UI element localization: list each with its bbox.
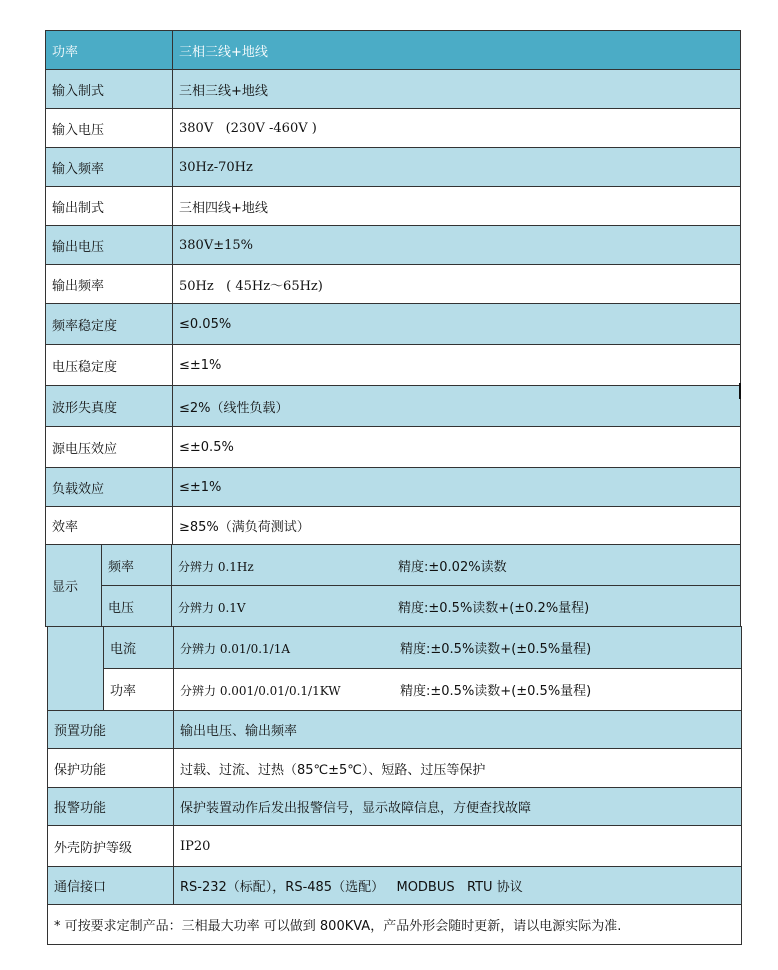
display-accuracy: 精度:±0.5%读数+(±0.5%量程)	[400, 684, 592, 699]
row-value: ≤0.05%	[173, 304, 741, 345]
row-label: 输入制式	[46, 70, 173, 109]
table-row	[48, 826, 742, 867]
row-value: 30Hz-70Hz	[173, 148, 741, 187]
header-label: 功率	[46, 31, 173, 70]
table-row	[46, 427, 741, 468]
table-row	[46, 187, 741, 226]
spec-table-bottom	[47, 626, 742, 945]
row-value: ≤±1%	[173, 345, 741, 386]
row-value: 50Hz ( 45Hz～65Hz)	[173, 265, 741, 304]
row-label: 效率	[46, 507, 173, 545]
row-label: 保护功能	[48, 749, 174, 788]
row-value: IP20	[174, 826, 742, 867]
display-item-spec	[174, 627, 742, 669]
display-item-name: 电流	[104, 627, 174, 669]
row-label: 电压稳定度	[46, 345, 173, 386]
row-label: 预置功能	[48, 711, 174, 749]
row-value: 三相四线+地线	[173, 187, 741, 226]
row-value: 保护装置动作后发出报警信号，显示故障信息，方便查找故障	[174, 788, 742, 826]
edge-mark	[739, 383, 741, 399]
row-value: ≤2%（线性负载）	[173, 386, 741, 427]
row-label: 频率稳定度	[46, 304, 173, 345]
table-row	[46, 304, 741, 345]
table-row	[46, 386, 741, 427]
table-row	[48, 711, 742, 749]
table-row	[46, 148, 741, 187]
row-value: ≤±1%	[173, 468, 741, 507]
display-item-spec	[172, 545, 741, 586]
display-accuracy: 精度:±0.02%读数	[398, 559, 507, 575]
display-accuracy: 精度:±0.5%读数+(±0.5%量程)	[400, 642, 592, 657]
table-row	[48, 669, 742, 711]
display-item-spec	[174, 669, 742, 711]
footnote: * 可按要求定制产品：三相最大功率 可以做到 800KVA，产品外形会随时更新，请以电源实际为准.	[48, 905, 742, 945]
row-value: ≥85%（满负荷测试）	[173, 507, 741, 545]
row-value: 380V±15%	[173, 226, 741, 265]
row-label: 波形失真度	[46, 386, 173, 427]
row-label: 通信接口	[48, 867, 174, 905]
row-label: 输出制式	[46, 187, 173, 226]
table-row	[46, 586, 741, 627]
row-label: 源电压效应	[46, 427, 173, 468]
display-item-name: 频率	[102, 545, 172, 586]
row-value: 输出电压、输出频率	[174, 711, 742, 749]
display-item-name: 电压	[102, 586, 172, 627]
display-resolution: 分辨力 0.01/0.1/1A	[180, 642, 291, 656]
table-row	[48, 867, 742, 905]
display-accuracy: 精度:±0.5%读数+(±0.2%量程)	[398, 600, 590, 616]
table-row	[46, 345, 741, 386]
row-label: 负载效应	[46, 468, 173, 507]
display-resolution: 分辨力 0.1V	[178, 600, 246, 615]
table-row	[46, 468, 741, 507]
row-label: 外壳防护等级	[48, 826, 174, 867]
header-row	[46, 31, 741, 70]
display-resolution: 分辨力 0.001/0.01/0.1/1KW	[180, 684, 341, 698]
row-value: 三相三线+地线	[173, 70, 741, 109]
table-row	[46, 226, 741, 265]
row-value: 380V (230V -460V )	[173, 109, 741, 148]
note-row	[48, 905, 742, 945]
table-row	[46, 109, 741, 148]
display-table-top	[45, 544, 741, 627]
display-resolution: 分辨力 0.1Hz	[178, 559, 254, 574]
table-row	[46, 265, 741, 304]
row-value: RS-232（标配），RS-485（选配） MODBUS RTU 协议	[174, 867, 742, 905]
row-label: 输出电压	[46, 226, 173, 265]
header-value: 三相三线+地线	[173, 31, 741, 70]
table-row	[46, 507, 741, 545]
row-label: 输入电压	[46, 109, 173, 148]
row-label: 输入频率	[46, 148, 173, 187]
display-group-label: 显示	[46, 545, 102, 627]
display-item-name: 功率	[104, 669, 174, 711]
spec-table-top	[45, 30, 741, 545]
display-item-spec	[172, 586, 741, 627]
row-label: 输出频率	[46, 265, 173, 304]
table-row	[48, 749, 742, 788]
table-row	[46, 70, 741, 109]
table-row	[48, 627, 742, 669]
display-group-cont	[48, 627, 104, 711]
table-row	[48, 788, 742, 826]
table-row	[46, 545, 741, 586]
row-label: 报警功能	[48, 788, 174, 826]
row-value: ≤±0.5%	[173, 427, 741, 468]
row-value: 过载、过流、过热（85℃±5℃）、短路、过压等保护	[174, 749, 742, 788]
